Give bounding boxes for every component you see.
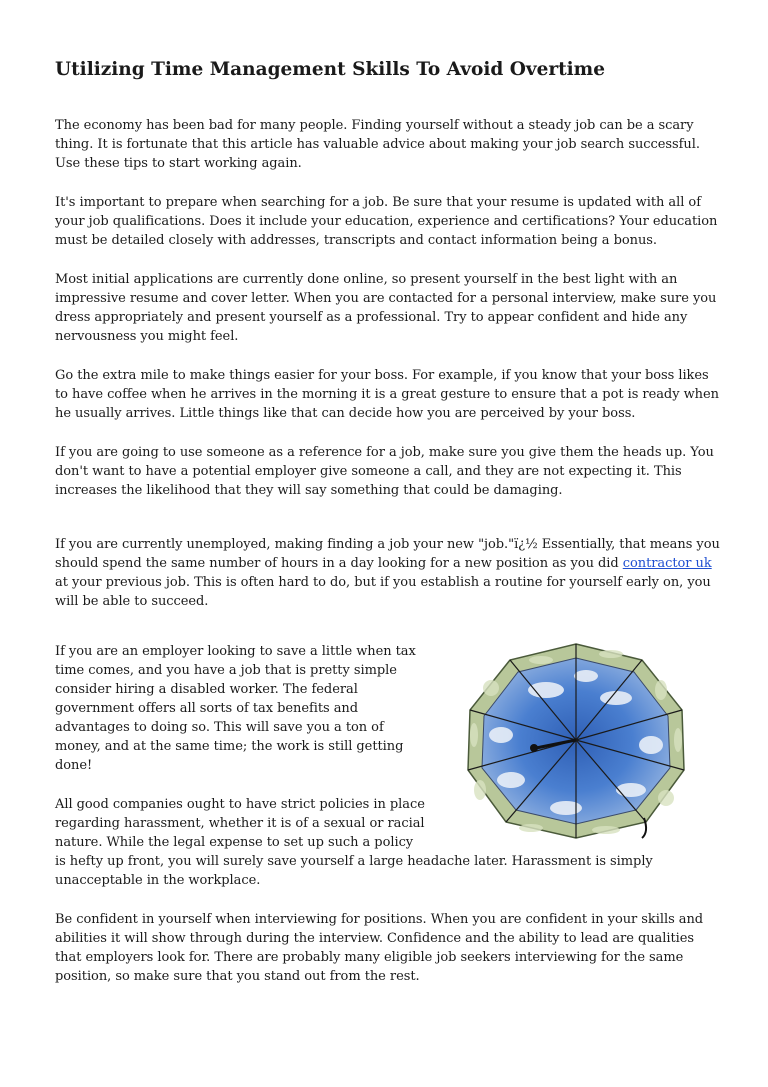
unemployed-text-before: If you are currently unemployed, making finding a job your new "job."ï¿½ Essentially, that means you should spend the same number of hours in a day looking for a new position as you did: [55, 537, 720, 571]
paragraph-applications: Most initial applications are currently done online, so present yourself in the best light with an impressive resume and cover letter. When you are contacted for a personal interview, make sure you dress appropriately and present yourself as a professional. Try to appear confident and hide any nervousness you might feel.: [55, 272, 717, 344]
umbrella-icon: [446, 640, 706, 840]
unemployed-text-after: at your previous job. This is often hard to do, but if you establish a routine for yourself early on, you will be able to succeed.: [55, 575, 711, 609]
contractor-uk-link[interactable]: contractor uk: [622, 556, 712, 571]
employer-section: [55, 642, 720, 910]
document-page: [55, 58, 720, 1006]
paragraph-reference: If you are going to use someone as a reference for a job, make sure you give them the heads up. You don't want to have a potential employer give someone a call, and they are not expecting it. This increases the likelihood that they will say something that could be damaging.: [55, 445, 714, 498]
paragraph-employer: If you are an employer looking to save a little when tax time comes, and you have a job that is pretty simple consider hiring a disabled worker. The federal government offers all sorts of tax benefits and advantages to doing so. This will save you a ton of money, and at the same time; the work is still getting done!: [55, 644, 416, 773]
paragraph-confidence: Be confident in yourself when interviewing for positions. When you are confident in your skills and abilities it will show through during the interview. Confidence and the ability to lead are qualities that employers look for. There are probably many eligible job seekers interviewing for the same position, so make sure that you stand out from the rest.: [55, 912, 704, 984]
paragraph-prepare: It's important to prepare when searching for a job. Be sure that your resume is updated with all of your job qualifications. Does it include your education, experience and certifications? Your education must be detailed closely with addresses, transcripts and contact information being a bonus.: [55, 195, 718, 248]
paragraph-economy: The economy has been bad for many people. Finding yourself without a steady job can be a scary thing. It is fortunate that this article has valuable advice about making your job search successful. Use these tips to start working again.: [55, 118, 700, 171]
paragraph-extra-mile: Go the extra mile to make things easier for your boss. For example, if you know that your boss likes to have coffee when he arrives in the morning it is a great gesture to ensure that a pot is ready when he usually arrives. Little things like that can decide how you are perceived by your boss.: [55, 368, 719, 421]
umbrella-image: [446, 640, 706, 840]
document-title: Utilizing Time Management Skills To Avoid Overtime: [55, 59, 606, 80]
paragraph-harassment: All good companies ought to have strict policies in place regarding harassment, whether it is of a sexual or racial nature. While the legal expense to set up such a policy is hefty up front, you will surely save yourself a large headache later. Harassment is simply unacceptable in the workplace.: [55, 797, 653, 888]
paragraph-unemployed: [55, 535, 720, 611]
